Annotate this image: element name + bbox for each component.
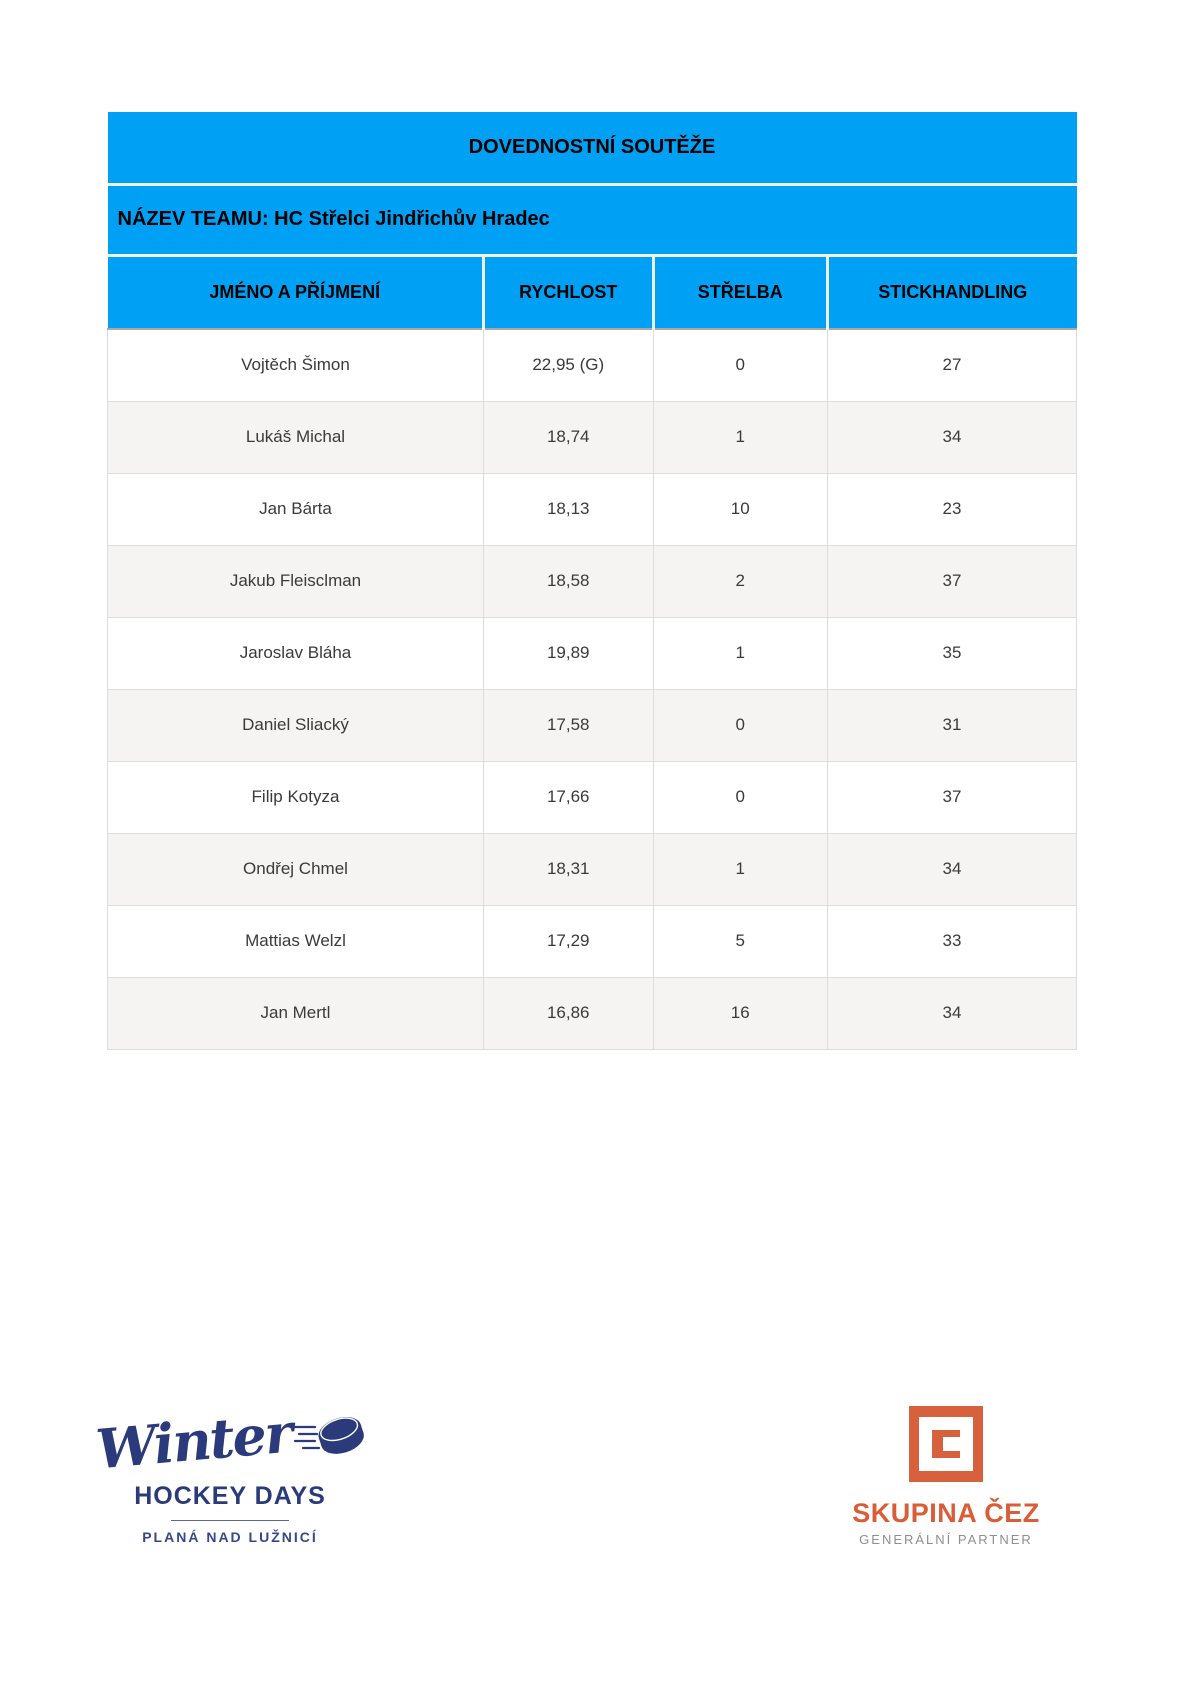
col-header-name: JMÉNO A PŘÍJMENÍ [108,255,484,329]
table-row [108,473,1077,545]
cell-strelba: 0 [653,761,827,833]
table-row [108,617,1077,689]
cell-name: Jaroslav Bláha [108,617,484,689]
table-row [108,401,1077,473]
table-row [108,833,1077,905]
cell-rychlost: 17,66 [483,761,653,833]
cell-rychlost: 17,29 [483,905,653,977]
cell-strelba: 2 [653,545,827,617]
cell-rychlost: 22,95 (G) [483,329,653,401]
cell-strelba: 16 [653,977,827,1049]
cell-rychlost: 18,13 [483,473,653,545]
winter-logo-divider [171,1520,289,1521]
cell-name: Jan Bárta [108,473,484,545]
cell-stickhandling: 23 [827,473,1076,545]
cell-strelba: 10 [653,473,827,545]
cell-name: Lukáš Michal [108,401,484,473]
cell-stickhandling: 34 [827,833,1076,905]
cell-rychlost: 16,86 [483,977,653,1049]
cell-rychlost: 18,74 [483,401,653,473]
winter-hockey-days-logo [93,1400,364,1545]
cell-name: Filip Kotyza [108,761,484,833]
cell-stickhandling: 31 [827,689,1076,761]
skills-table [107,112,1077,1050]
cell-stickhandling: 35 [827,617,1076,689]
table-row [108,905,1077,977]
winter-logo-line1: HOCKEY DAYS [134,1482,326,1510]
col-header-rychlost: RYCHLOST [483,255,653,329]
cell-name: Jakub Fleisclman [108,545,484,617]
cell-rychlost: 19,89 [483,617,653,689]
cell-rychlost: 17,58 [483,689,653,761]
cell-name: Jan Mertl [108,977,484,1049]
cell-rychlost: 18,31 [483,833,653,905]
cell-strelba: 1 [653,617,827,689]
cell-stickhandling: 34 [827,401,1076,473]
col-header-strelba: STŘELBA [653,255,827,329]
cell-stickhandling: 27 [827,329,1076,401]
cell-stickhandling: 37 [827,761,1076,833]
cell-strelba: 1 [653,401,827,473]
cell-strelba: 5 [653,905,827,977]
skupina-cez-logo [831,1406,1061,1547]
table-row [108,329,1077,401]
winter-logo-line2: PLANÁ NAD LUŽNICÍ [142,1529,318,1545]
table-row [108,689,1077,761]
table-row [108,761,1077,833]
col-header-stickhandling: STICKHANDLING [827,255,1076,329]
table-title-row [108,112,1077,184]
cell-stickhandling: 37 [827,545,1076,617]
hockey-puck-icon [293,1407,367,1468]
cell-strelba: 1 [653,833,827,905]
cell-strelba: 0 [653,329,827,401]
cez-logo-name: SKUPINA ČEZ [852,1498,1040,1528]
cell-rychlost: 18,58 [483,545,653,617]
table-row [108,545,1077,617]
team-name-label: NÁZEV TEAMU: HC Střelci Jindřichův Hradec [108,184,1077,255]
cell-name: Vojtěch Šimon [108,329,484,401]
column-header-row [108,255,1077,329]
cell-name: Ondřej Chmel [108,833,484,905]
winter-script-text: Winter [93,1400,294,1482]
cell-stickhandling: 33 [827,905,1076,977]
table-body [108,329,1077,1049]
cell-name: Daniel Sliacký [108,689,484,761]
cell-name: Mattias Welzl [108,905,484,977]
cell-stickhandling: 34 [827,977,1076,1049]
table-row [108,977,1077,1049]
cez-logo-subtitle: GENERÁLNÍ PARTNER [859,1532,1033,1547]
team-name-row [108,184,1077,255]
table-title: DOVEDNOSTNÍ SOUTĚŽE [108,112,1077,184]
winter-script-row [93,1400,364,1482]
cell-strelba: 0 [653,689,827,761]
cez-e-icon [831,1406,1061,1487]
